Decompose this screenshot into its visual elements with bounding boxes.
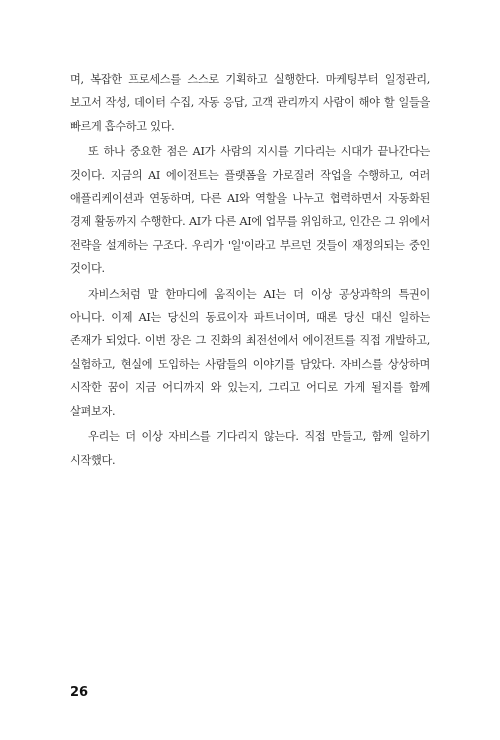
paragraph: 자비스처럼 말 한마디에 움직이는 AI는 더 이상 공상과학의 특권이 아니다. 이제 AI는 당신의 동료이자 파트너이며, 때론 당신 대신 일하는 존재가 되었다. 이번 장은 그 진화의 최전선에서 에이전트를 직접 개발하고, 실험하고, 현실에 도입하는 사람들의 이야기를 담았다. 자비스를 상상하며 시작한 꿈이 지금 어디까지 와 있는지, 그리고 어디로 가게 될지를 함께 살펴보자. (70, 287, 430, 418)
paragraph: 또 하나 중요한 점은 AI가 사람의 지시를 기다리는 시대가 끝나간다는 것이다. 지금의 AI 에이전트는 플랫폼을 가로질러 작업을 수행하고, 여러 애플리케이션과 연동하며, 다른 AI와 역할을 나누고 협력하면서 자동화된 경제 활동까지 수행한다. AI가 다른 AI에 업무를 위임하고, 인간은 그 위에서 전략을 설계하는 구조다. 우리가 '일'이라고 부르던 것들이 재정의되는 중인 것이다. (70, 145, 430, 276)
page-number: 26 (70, 685, 89, 700)
body-text (70, 68, 430, 472)
paragraph: 우리는 더 이상 자비스를 기다리지 않는다. 직접 만들고, 함께 일하기 시작했다. (70, 430, 430, 467)
paragraph-continuation: 며, 복잡한 프로세스를 스스로 기획하고 실행한다. 마케팅부터 일정관리, 보고서 작성, 데이터 수집, 자동 응답, 고객 관리까지 사람이 해야 할 일들을 빠르게 흡수하고 있다. (70, 73, 430, 133)
